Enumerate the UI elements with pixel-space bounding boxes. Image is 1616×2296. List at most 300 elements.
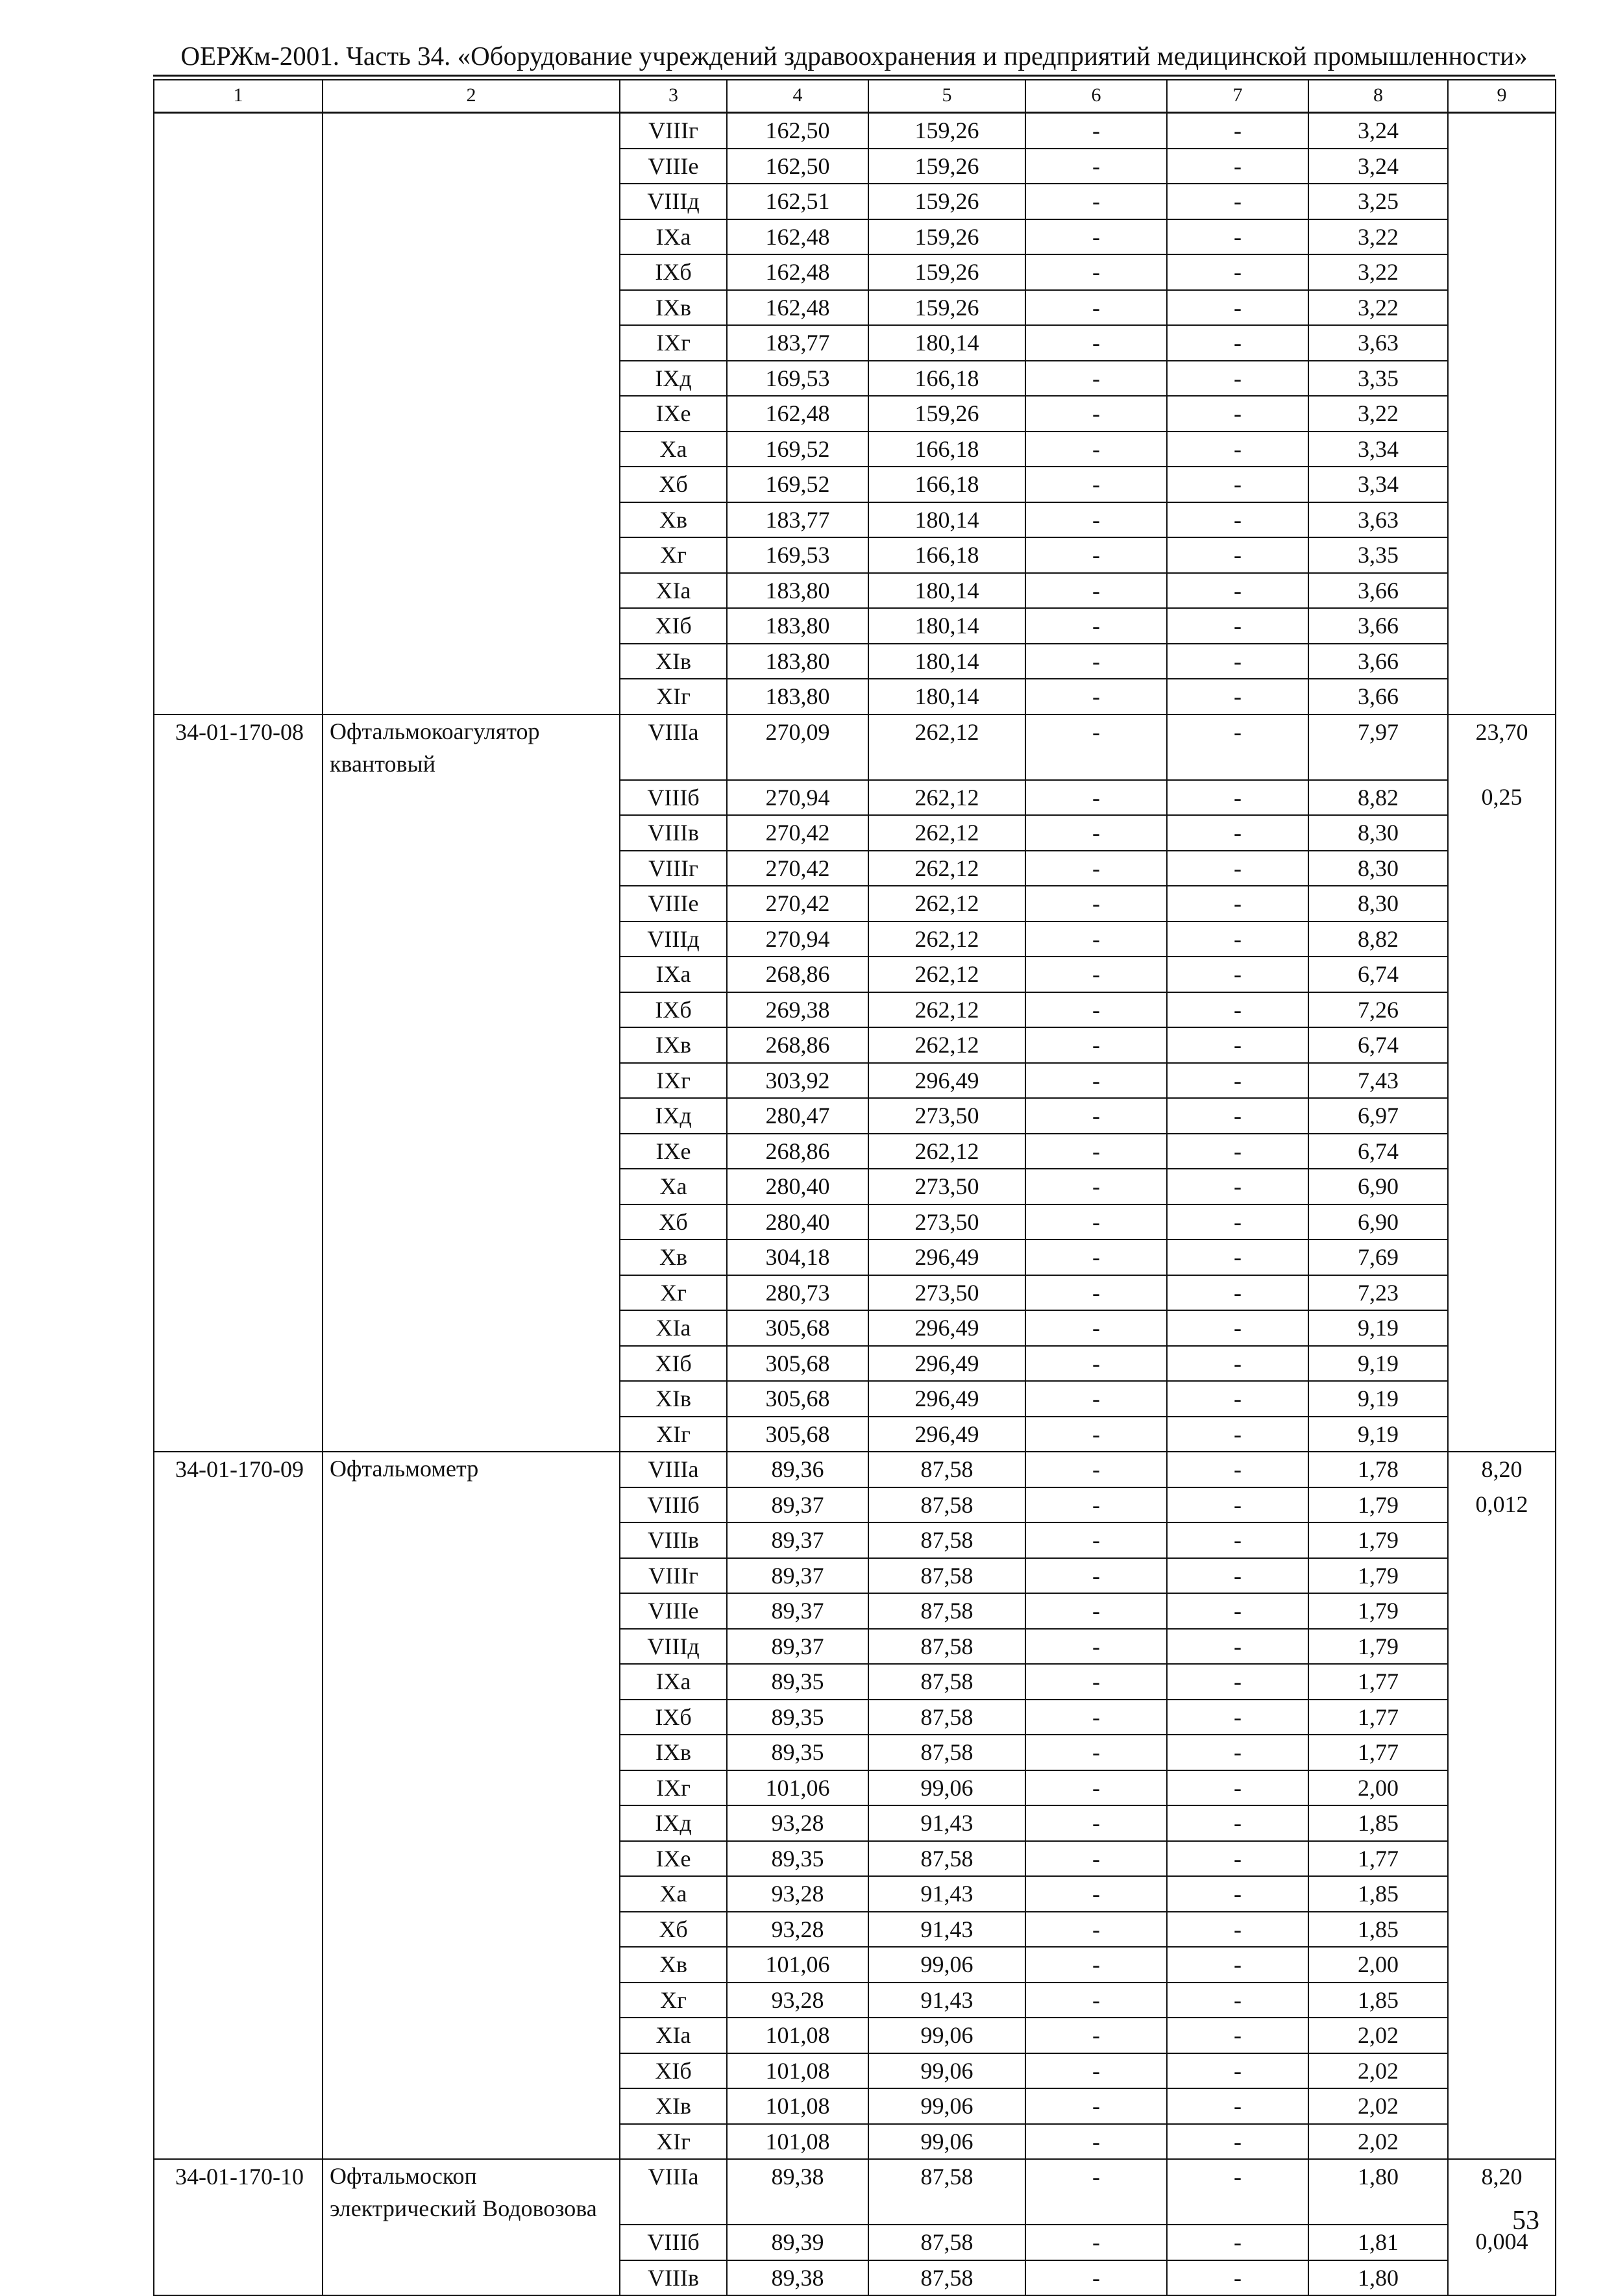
column-number-cell: 9 bbox=[1448, 80, 1556, 113]
col6-cell: - bbox=[1025, 1063, 1167, 1099]
col5-cell: 159,26 bbox=[868, 396, 1025, 432]
col7-cell: - bbox=[1167, 254, 1308, 290]
zone-cell: Xв bbox=[620, 1240, 727, 1275]
zone-cell: VIIIб bbox=[620, 780, 727, 816]
col5-cell: 262,12 bbox=[868, 780, 1025, 816]
zone-cell: XIа bbox=[620, 573, 727, 609]
col7-cell: - bbox=[1167, 2018, 1308, 2053]
col8-cell: 3,35 bbox=[1308, 537, 1448, 573]
column-number-cell: 3 bbox=[620, 80, 727, 113]
item-code-cell bbox=[154, 1487, 323, 1523]
zone-cell: VIIIе bbox=[620, 886, 727, 922]
table-row bbox=[154, 2088, 1556, 2124]
col7-cell: - bbox=[1167, 1134, 1308, 1169]
col4-cell: 169,52 bbox=[727, 432, 868, 467]
zone-cell: IXг bbox=[620, 1770, 727, 1806]
col8-cell: 6,74 bbox=[1308, 957, 1448, 992]
col8-cell: 1,77 bbox=[1308, 1700, 1448, 1735]
col7-cell: - bbox=[1167, 1204, 1308, 1240]
col6-cell: - bbox=[1025, 1169, 1167, 1204]
col4-cell: 93,28 bbox=[727, 1805, 868, 1841]
table-row bbox=[154, 1770, 1556, 1806]
table-row bbox=[154, 2053, 1556, 2089]
col4-cell: 93,28 bbox=[727, 1912, 868, 1948]
column-number-row bbox=[154, 80, 1556, 113]
col8-cell: 3,66 bbox=[1308, 608, 1448, 644]
col7-cell: - bbox=[1167, 113, 1308, 149]
col7-cell: - bbox=[1167, 2124, 1308, 2160]
col6-cell: - bbox=[1025, 361, 1167, 397]
zone-cell: VIIIб bbox=[620, 1487, 727, 1523]
col6-cell: - bbox=[1025, 714, 1167, 780]
page-header-title: ОЕРЖм-2001. Часть 34. «Оборудование учреждений здравоохранения и предприятий медицинской промышленности» bbox=[180, 41, 1528, 71]
item-code-cell bbox=[154, 2124, 323, 2160]
col8-cell: 3,63 bbox=[1308, 502, 1448, 538]
col5-cell: 87,58 bbox=[868, 1558, 1025, 1594]
col7-cell: - bbox=[1167, 290, 1308, 326]
col5-cell: 159,26 bbox=[868, 149, 1025, 184]
table-row bbox=[154, 1700, 1556, 1735]
col8-cell: 1,79 bbox=[1308, 1487, 1448, 1523]
col6-cell: - bbox=[1025, 1275, 1167, 1311]
col6-cell: - bbox=[1025, 502, 1167, 538]
col8-cell: 8,82 bbox=[1308, 922, 1448, 957]
table-row bbox=[154, 361, 1556, 397]
col7-cell: - bbox=[1167, 467, 1308, 502]
table-row bbox=[154, 537, 1556, 573]
col6-cell: - bbox=[1025, 1522, 1167, 1558]
zone-cell: XIг bbox=[620, 679, 727, 714]
col9-cell bbox=[1448, 2088, 1556, 2124]
item-code-cell bbox=[154, 2018, 323, 2053]
col9-cell bbox=[1448, 502, 1556, 538]
item-name-cell bbox=[323, 1700, 620, 1735]
col5-cell: 166,18 bbox=[868, 467, 1025, 502]
col6-cell: - bbox=[1025, 1487, 1167, 1523]
item-name-cell bbox=[323, 537, 620, 573]
col6-cell: - bbox=[1025, 1664, 1167, 1700]
item-name-cell bbox=[323, 2088, 620, 2124]
zone-cell: IXг bbox=[620, 1063, 727, 1099]
table-row bbox=[154, 1204, 1556, 1240]
zone-cell: Xг bbox=[620, 537, 727, 573]
col7-cell: - bbox=[1167, 957, 1308, 992]
col9-cell bbox=[1448, 1735, 1556, 1770]
zone-cell: VIIIг bbox=[620, 1558, 727, 1594]
item-name-cell: Офтальмоскоп электрический Водовозова bbox=[323, 2159, 620, 2225]
col5-cell: 296,49 bbox=[868, 1346, 1025, 1382]
col7-cell: - bbox=[1167, 1417, 1308, 1452]
col6-cell: - bbox=[1025, 1593, 1167, 1629]
col9-cell bbox=[1448, 1346, 1556, 1382]
col5-cell: 99,06 bbox=[868, 2053, 1025, 2089]
item-code-cell bbox=[154, 113, 323, 149]
col5-cell: 296,49 bbox=[868, 1310, 1025, 1346]
item-code-cell bbox=[154, 361, 323, 397]
col6-cell: - bbox=[1025, 992, 1167, 1028]
col8-cell: 1,80 bbox=[1308, 2260, 1448, 2296]
col9-cell bbox=[1448, 149, 1556, 184]
zone-cell: VIIIд bbox=[620, 184, 727, 219]
col9-cell bbox=[1448, 1912, 1556, 1948]
item-name-cell bbox=[323, 957, 620, 992]
item-code-cell bbox=[154, 149, 323, 184]
col9-cell bbox=[1448, 1522, 1556, 1558]
col6-cell: - bbox=[1025, 2088, 1167, 2124]
table-row bbox=[154, 780, 1556, 816]
col7-cell: - bbox=[1167, 502, 1308, 538]
col5-cell: 99,06 bbox=[868, 2018, 1025, 2053]
col6-cell: - bbox=[1025, 1629, 1167, 1665]
table-row bbox=[154, 1169, 1556, 1204]
table-row bbox=[154, 815, 1556, 851]
col4-cell: 183,80 bbox=[727, 644, 868, 679]
col7-cell: - bbox=[1167, 1169, 1308, 1204]
col7-cell: - bbox=[1167, 1805, 1308, 1841]
col7-cell: - bbox=[1167, 886, 1308, 922]
item-code-cell bbox=[154, 1983, 323, 2018]
zone-cell: XIв bbox=[620, 1381, 727, 1417]
table-row bbox=[154, 1522, 1556, 1558]
col6-cell: - bbox=[1025, 886, 1167, 922]
col5-cell: 180,14 bbox=[868, 644, 1025, 679]
col5-cell: 262,12 bbox=[868, 815, 1025, 851]
col6-cell: - bbox=[1025, 1558, 1167, 1594]
item-code-cell: 34-01-170-10 bbox=[154, 2159, 323, 2225]
col9-cell bbox=[1448, 957, 1556, 992]
zone-cell: IXа bbox=[620, 1664, 727, 1700]
zone-cell: VIIIа bbox=[620, 2159, 727, 2225]
col8-cell: 1,85 bbox=[1308, 1983, 1448, 2018]
col4-cell: 162,51 bbox=[727, 184, 868, 219]
item-code-cell bbox=[154, 1346, 323, 1382]
item-code-cell bbox=[154, 1098, 323, 1134]
col7-cell: - bbox=[1167, 1346, 1308, 1382]
col9-cell bbox=[1448, 1700, 1556, 1735]
item-name-cell bbox=[323, 780, 620, 816]
item-name-cell: Офтальмокоагулятор квантовый bbox=[323, 714, 620, 780]
col4-cell: 162,48 bbox=[727, 254, 868, 290]
col7-cell: - bbox=[1167, 608, 1308, 644]
col7-cell: - bbox=[1167, 780, 1308, 816]
item-code-cell bbox=[154, 679, 323, 714]
col8-cell: 2,02 bbox=[1308, 2088, 1448, 2124]
col5-cell: 166,18 bbox=[868, 432, 1025, 467]
col5-cell: 296,49 bbox=[868, 1381, 1025, 1417]
col9-cell bbox=[1448, 1876, 1556, 1912]
table-row bbox=[154, 2018, 1556, 2053]
col8-cell: 6,74 bbox=[1308, 1134, 1448, 1169]
col9-cell bbox=[1448, 1240, 1556, 1275]
zone-cell: Xв bbox=[620, 1947, 727, 1983]
col4-cell: 162,50 bbox=[727, 149, 868, 184]
zone-cell: XIб bbox=[620, 608, 727, 644]
item-name-cell bbox=[323, 361, 620, 397]
col7-cell: - bbox=[1167, 2260, 1308, 2296]
item-name-cell bbox=[323, 1876, 620, 1912]
col9-cell bbox=[1448, 1417, 1556, 1452]
col4-cell: 183,80 bbox=[727, 608, 868, 644]
item-name-cell bbox=[323, 219, 620, 255]
item-code-cell bbox=[154, 608, 323, 644]
zone-cell: VIIIе bbox=[620, 149, 727, 184]
table-row bbox=[154, 644, 1556, 679]
zone-cell: VIIIд bbox=[620, 922, 727, 957]
item-name-cell bbox=[323, 467, 620, 502]
col8-cell: 6,90 bbox=[1308, 1169, 1448, 1204]
col6-cell: - bbox=[1025, 432, 1167, 467]
col6-cell: - bbox=[1025, 1204, 1167, 1240]
item-name-cell bbox=[323, 325, 620, 361]
col6-cell: - bbox=[1025, 1240, 1167, 1275]
col9-cell bbox=[1448, 1947, 1556, 1983]
col7-cell: - bbox=[1167, 922, 1308, 957]
zone-cell: IXа bbox=[620, 219, 727, 255]
col5-cell: 273,50 bbox=[868, 1169, 1025, 1204]
col5-cell: 91,43 bbox=[868, 1805, 1025, 1841]
item-name-cell bbox=[323, 2018, 620, 2053]
item-name-cell bbox=[323, 1912, 620, 1948]
item-name-cell bbox=[323, 1381, 620, 1417]
page-number: 53 bbox=[1512, 2206, 1539, 2236]
col9-cell: 0,004 bbox=[1448, 2225, 1556, 2260]
col6-cell: - bbox=[1025, 922, 1167, 957]
col8-cell: 1,85 bbox=[1308, 1912, 1448, 1948]
item-name-cell bbox=[323, 815, 620, 851]
col4-cell: 169,53 bbox=[727, 537, 868, 573]
item-code-cell bbox=[154, 957, 323, 992]
col4-cell: 270,42 bbox=[727, 815, 868, 851]
col4-cell: 89,35 bbox=[727, 1664, 868, 1700]
col9-cell bbox=[1448, 1805, 1556, 1841]
col4-cell: 162,50 bbox=[727, 113, 868, 149]
col6-cell: - bbox=[1025, 1912, 1167, 1948]
table-row bbox=[154, 1134, 1556, 1169]
col8-cell: 3,35 bbox=[1308, 361, 1448, 397]
zone-cell: IXг bbox=[620, 325, 727, 361]
col8-cell: 9,19 bbox=[1308, 1310, 1448, 1346]
zone-cell: Xб bbox=[620, 1204, 727, 1240]
item-code-cell bbox=[154, 1063, 323, 1099]
item-code-cell bbox=[154, 325, 323, 361]
table-row bbox=[154, 1240, 1556, 1275]
col4-cell: 101,06 bbox=[727, 1947, 868, 1983]
col6-cell: - bbox=[1025, 1947, 1167, 1983]
col9-cell: 23,70 bbox=[1448, 714, 1556, 780]
rates-table bbox=[153, 79, 1556, 2296]
col9-cell bbox=[1448, 254, 1556, 290]
table-row bbox=[154, 2159, 1556, 2225]
item-name-cell bbox=[323, 1098, 620, 1134]
col6-cell: - bbox=[1025, 957, 1167, 992]
col8-cell: 3,66 bbox=[1308, 573, 1448, 609]
col4-cell: 305,68 bbox=[727, 1310, 868, 1346]
item-name-cell bbox=[323, 886, 620, 922]
col9-cell bbox=[1448, 1664, 1556, 1700]
item-name-cell bbox=[323, 1983, 620, 2018]
item-code-cell bbox=[154, 1381, 323, 1417]
item-code-cell bbox=[154, 851, 323, 886]
col6-cell: - bbox=[1025, 1098, 1167, 1134]
item-code-cell bbox=[154, 573, 323, 609]
col5-cell: 91,43 bbox=[868, 1876, 1025, 1912]
item-name-cell bbox=[323, 432, 620, 467]
col5-cell: 159,26 bbox=[868, 184, 1025, 219]
col7-cell: - bbox=[1167, 1240, 1308, 1275]
col5-cell: 99,06 bbox=[868, 2088, 1025, 2124]
col5-cell: 87,58 bbox=[868, 1700, 1025, 1735]
col6-cell: - bbox=[1025, 2260, 1167, 2296]
zone-cell: IXд bbox=[620, 361, 727, 397]
col7-cell: - bbox=[1167, 1522, 1308, 1558]
col9-cell bbox=[1448, 1558, 1556, 1594]
table-row bbox=[154, 1876, 1556, 1912]
item-code-cell bbox=[154, 2088, 323, 2124]
col8-cell: 8,30 bbox=[1308, 886, 1448, 922]
item-name-cell bbox=[323, 1204, 620, 1240]
col7-cell: - bbox=[1167, 644, 1308, 679]
item-code-cell bbox=[154, 432, 323, 467]
item-code-cell bbox=[154, 184, 323, 219]
item-code-cell bbox=[154, 992, 323, 1028]
col7-cell: - bbox=[1167, 1735, 1308, 1770]
col7-cell: - bbox=[1167, 1912, 1308, 1948]
item-name-cell bbox=[323, 573, 620, 609]
table-row bbox=[154, 113, 1556, 149]
col4-cell: 280,40 bbox=[727, 1204, 868, 1240]
item-code-cell bbox=[154, 1700, 323, 1735]
col4-cell: 89,35 bbox=[727, 1700, 868, 1735]
item-code-cell bbox=[154, 467, 323, 502]
table-row bbox=[154, 467, 1556, 502]
table-row bbox=[154, 184, 1556, 219]
col6-cell: - bbox=[1025, 1770, 1167, 1806]
col4-cell: 183,80 bbox=[727, 573, 868, 609]
item-code-cell bbox=[154, 254, 323, 290]
col8-cell: 9,19 bbox=[1308, 1381, 1448, 1417]
item-name-cell bbox=[323, 1841, 620, 1877]
col5-cell: 180,14 bbox=[868, 608, 1025, 644]
zone-cell: XIв bbox=[620, 644, 727, 679]
col4-cell: 93,28 bbox=[727, 1983, 868, 2018]
col8-cell: 1,80 bbox=[1308, 2159, 1448, 2225]
col4-cell: 93,28 bbox=[727, 1876, 868, 1912]
zone-cell: Xа bbox=[620, 1876, 727, 1912]
col5-cell: 166,18 bbox=[868, 361, 1025, 397]
col9-cell bbox=[1448, 992, 1556, 1028]
col5-cell: 296,49 bbox=[868, 1063, 1025, 1099]
col6-cell: - bbox=[1025, 290, 1167, 326]
zone-cell: XIа bbox=[620, 1310, 727, 1346]
item-name-cell bbox=[323, 1805, 620, 1841]
item-code-cell bbox=[154, 780, 323, 816]
table-row bbox=[154, 886, 1556, 922]
col6-cell: - bbox=[1025, 1876, 1167, 1912]
col8-cell: 3,22 bbox=[1308, 219, 1448, 255]
col9-cell bbox=[1448, 815, 1556, 851]
col8-cell: 8,30 bbox=[1308, 815, 1448, 851]
col9-cell bbox=[1448, 1098, 1556, 1134]
table-row bbox=[154, 1983, 1556, 2018]
col6-cell: - bbox=[1025, 2018, 1167, 2053]
col4-cell: 280,47 bbox=[727, 1098, 868, 1134]
column-number-cell: 6 bbox=[1025, 80, 1167, 113]
col5-cell: 273,50 bbox=[868, 1275, 1025, 1311]
item-name-cell bbox=[323, 1417, 620, 1452]
column-number-cell: 4 bbox=[727, 80, 868, 113]
col6-cell: - bbox=[1025, 537, 1167, 573]
col5-cell: 99,06 bbox=[868, 1770, 1025, 1806]
table-row bbox=[154, 502, 1556, 538]
col9-cell bbox=[1448, 537, 1556, 573]
col9-cell bbox=[1448, 396, 1556, 432]
col8-cell: 2,02 bbox=[1308, 2053, 1448, 2089]
item-name-cell bbox=[323, 1027, 620, 1063]
col6-cell: - bbox=[1025, 325, 1167, 361]
item-code-cell bbox=[154, 1629, 323, 1665]
col8-cell: 3,66 bbox=[1308, 644, 1448, 679]
table-row bbox=[154, 1805, 1556, 1841]
item-code-cell: 34-01-170-08 bbox=[154, 714, 323, 780]
item-code-cell bbox=[154, 1169, 323, 1204]
col6-cell: - bbox=[1025, 1983, 1167, 2018]
item-name-cell bbox=[323, 1063, 620, 1099]
col7-cell: - bbox=[1167, 1700, 1308, 1735]
zone-cell: IXд bbox=[620, 1805, 727, 1841]
col8-cell: 2,02 bbox=[1308, 2018, 1448, 2053]
table-row bbox=[154, 1735, 1556, 1770]
col9-cell bbox=[1448, 2018, 1556, 2053]
col8-cell: 1,77 bbox=[1308, 1735, 1448, 1770]
col6-cell: - bbox=[1025, 1805, 1167, 1841]
item-name-cell bbox=[323, 2225, 620, 2260]
col9-cell bbox=[1448, 1134, 1556, 1169]
zone-cell: Xг bbox=[620, 1275, 727, 1311]
col4-cell: 89,37 bbox=[727, 1593, 868, 1629]
table-row bbox=[154, 1417, 1556, 1452]
col8-cell: 2,02 bbox=[1308, 2124, 1448, 2160]
item-name-cell bbox=[323, 1593, 620, 1629]
item-name-cell bbox=[323, 1770, 620, 1806]
zone-cell: IXа bbox=[620, 957, 727, 992]
col6-cell: - bbox=[1025, 1841, 1167, 1877]
col9-cell bbox=[1448, 886, 1556, 922]
col8-cell: 2,00 bbox=[1308, 1947, 1448, 1983]
col4-cell: 305,68 bbox=[727, 1346, 868, 1382]
table-row bbox=[154, 851, 1556, 886]
zone-cell: VIIIв bbox=[620, 1522, 727, 1558]
col7-cell: - bbox=[1167, 432, 1308, 467]
col5-cell: 180,14 bbox=[868, 679, 1025, 714]
table-row bbox=[154, 1027, 1556, 1063]
col5-cell: 262,12 bbox=[868, 714, 1025, 780]
col4-cell: 169,53 bbox=[727, 361, 868, 397]
item-name-cell bbox=[323, 1346, 620, 1382]
col8-cell: 7,43 bbox=[1308, 1063, 1448, 1099]
item-name-cell bbox=[323, 1134, 620, 1169]
col6-cell: - bbox=[1025, 815, 1167, 851]
col4-cell: 89,38 bbox=[727, 2159, 868, 2225]
col8-cell: 7,26 bbox=[1308, 992, 1448, 1028]
col6-cell: - bbox=[1025, 573, 1167, 609]
table-row bbox=[154, 1558, 1556, 1594]
table-row bbox=[154, 2124, 1556, 2160]
col4-cell: 303,92 bbox=[727, 1063, 868, 1099]
col5-cell: 159,26 bbox=[868, 113, 1025, 149]
col4-cell: 101,08 bbox=[727, 2053, 868, 2089]
col8-cell: 6,97 bbox=[1308, 1098, 1448, 1134]
col9-cell bbox=[1448, 432, 1556, 467]
